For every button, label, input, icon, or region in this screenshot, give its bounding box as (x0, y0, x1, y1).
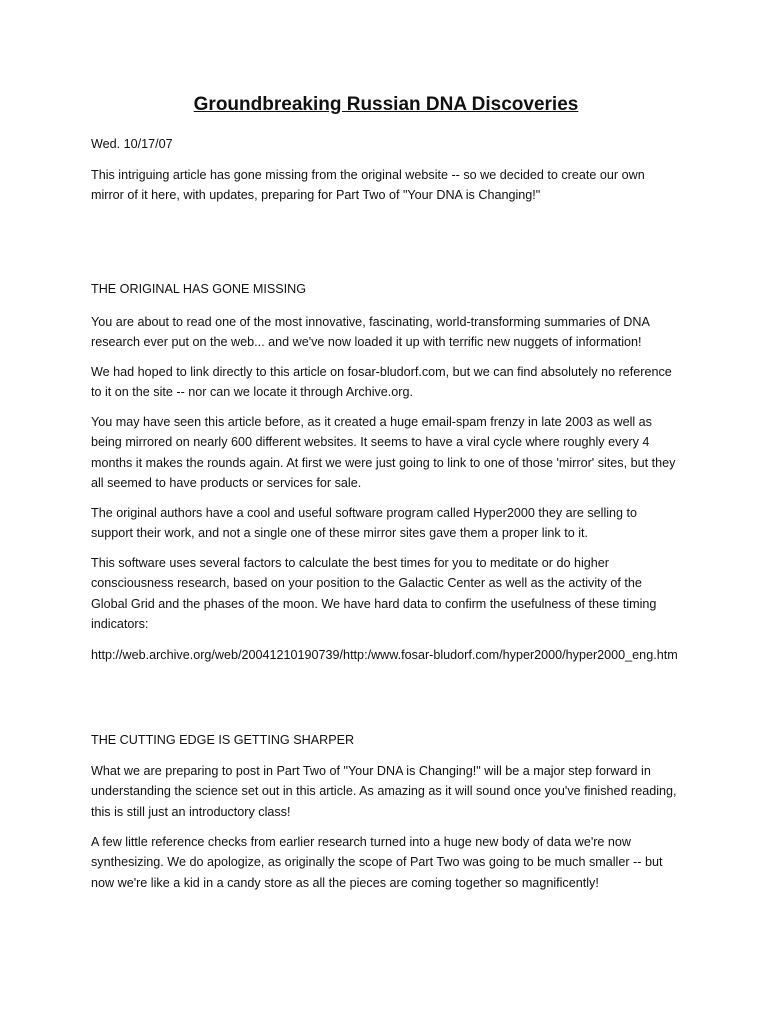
section-heading-original-missing: THE ORIGINAL HAS GONE MISSING (91, 282, 307, 296)
document-title: Groundbreaking Russian DNA Discoveries (193, 94, 579, 115)
archive-link[interactable]: http://web.archive.org/web/20041210190739/http:/www.fosar-bludorf.com/hyper2000/hyper2000_eng.htm (91, 648, 678, 662)
paragraph: The original authors have a cool and useful software program called Hyper2000 they are selling to support their work, and not a single one of these mirror sites gave them a proper link to it. (91, 506, 638, 541)
intro-paragraph: This intriguing article has gone missing from the original website -- so we decided to create our own mirror of it here, with updates, preparing for Part Two of "Your DNA is Changing!" (91, 168, 645, 203)
paragraph: This software uses several factors to calculate the best times for you to meditate or do higher consciousness research, based on your position to the Galactic Center as well as the activity of the Global Grid and the phases of the moon. We have hard data to confirm the usefulness of these timing indicators: (91, 556, 657, 631)
paragraph: You are about to read one of the most innovative, fascinating, world-transforming summaries of DNA research ever put on the web... and we've now loaded it up with terrific new nuggets of information! (91, 315, 650, 350)
document-page (91, 0, 681, 1024)
paragraph: What we are preparing to post in Part Two of "Your DNA is Changing!" will be a major step forward in understanding the science set out in this article. As amazing as it will sound once you've finished reading, this is still just an introductory class! (91, 764, 677, 819)
paragraph: A few little reference checks from earlier research turned into a huge new body of data we're now synthesizing. We do apologize, as originally the scope of Part Two was going to be much smaller -- but now we're like a kid in a candy store as all the pieces are coming together so magnificently! (91, 835, 663, 890)
document-date: Wed. 10/17/07 (91, 137, 173, 151)
paragraph: We had hoped to link directly to this article on fosar-bludorf.com, but we can find absolutely no reference to it on the site -- nor can we locate it through Archive.org. (91, 365, 672, 400)
section-heading-cutting-edge: THE CUTTING EDGE IS GETTING SHARPER (91, 733, 355, 747)
paragraph: You may have seen this article before, as it created a huge email-spam frenzy in late 2003 as well as being mirrored on nearly 600 different websites. It seems to have a viral cycle where roughly every 4 months it makes the rounds again. At first we were just going to link to one of those 'mirror' sites, but they all seemed to have products or services for sale. (91, 415, 676, 490)
